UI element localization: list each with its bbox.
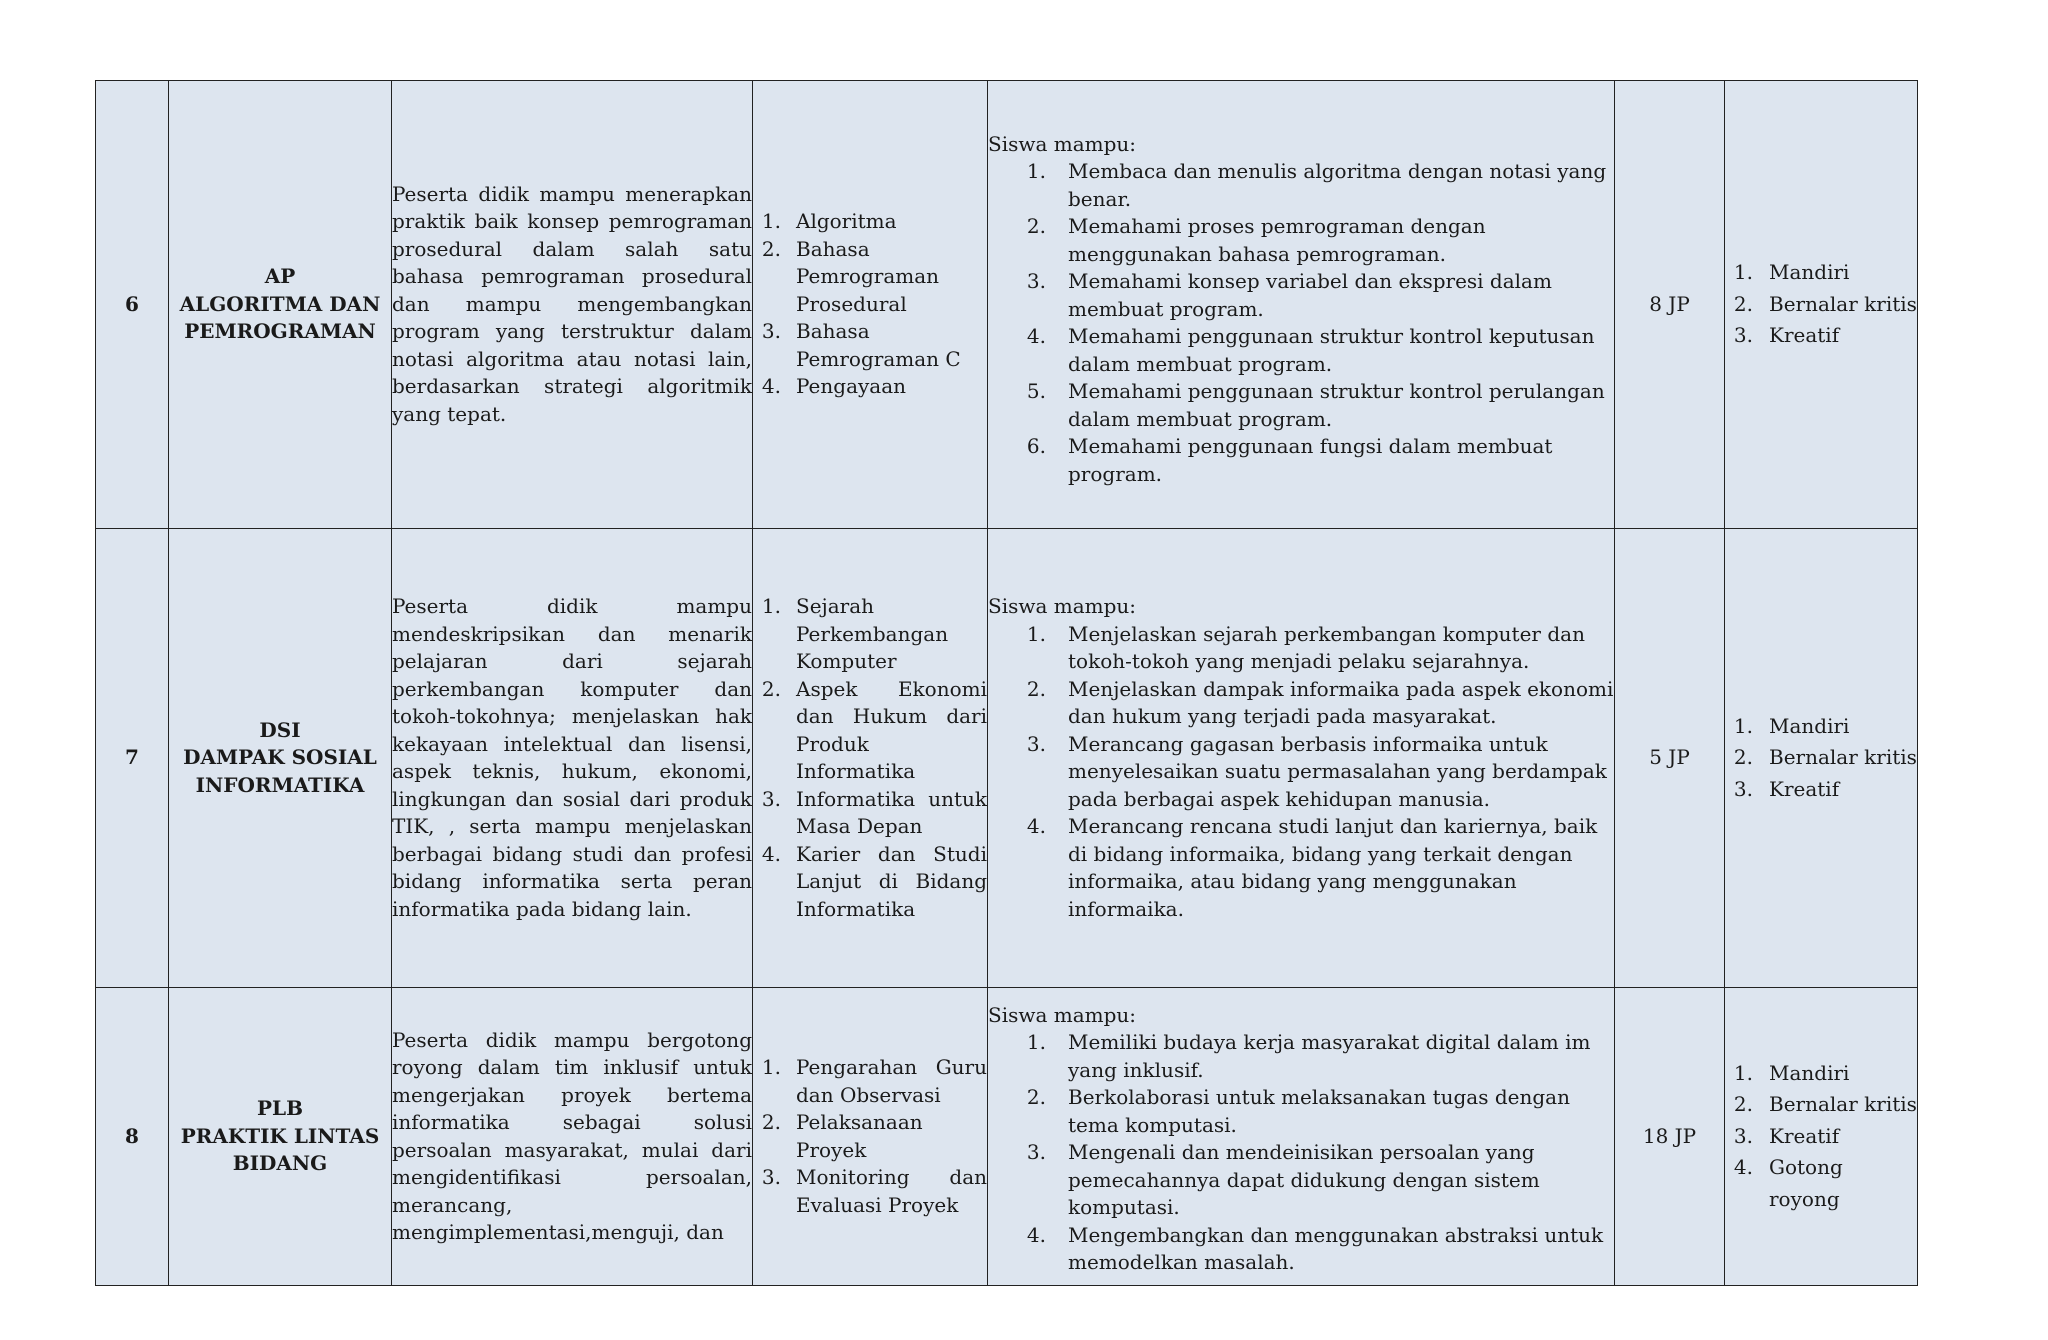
list-item: 3. Monitoring dan Evaluasi Proyek xyxy=(761,1165,987,1217)
goals-list xyxy=(988,1029,1614,1277)
learning-goals-cell xyxy=(988,81,1615,529)
profile-list xyxy=(1725,711,1917,806)
list-item: 1. Membaca dan menulis algoritma dengan notasi yang benar. xyxy=(1026,159,1607,211)
element-cell xyxy=(169,529,392,988)
list-item: 2. Bernalar kritis xyxy=(1733,745,1917,770)
element-name: PRAKTIK LINTAS BIDANG xyxy=(180,1123,380,1176)
list-item: 5. Memahami penggunaan struktur kontrol perulangan dalam membuat program. xyxy=(1026,379,1605,431)
list-item: 3. Mengenali dan mendeinisikan persoalan yang pemecahannya dapat didukung dengan sistem komputasi. xyxy=(1026,1140,1540,1219)
material-list xyxy=(753,1054,987,1219)
goals-intro: Siswa mampu: xyxy=(988,131,1137,156)
profile-cell xyxy=(1725,529,1918,988)
list-item: 3. Memahami konsep variabel dan ekspresi dalam membuat program. xyxy=(1026,269,1552,321)
list-item: 2. Menjelaskan dampak informaika pada aspek ekonomi dan hukum yang terjadi pada masyarakat. xyxy=(1026,676,1614,728)
row-number: 6 xyxy=(96,81,169,529)
element-name: DAMPAK SOSIAL INFORMATIKA xyxy=(183,745,377,797)
table-row xyxy=(96,529,1918,988)
list-item: 3. Bahasa Pemrograman C xyxy=(761,319,961,371)
material-cell xyxy=(753,81,988,529)
list-item: 3. Informatika untuk Masa Depan xyxy=(761,786,987,838)
curriculum-table xyxy=(95,80,1918,1286)
list-item: 2. Memahami proses pemrograman dengan menggunakan bahasa pemrograman. xyxy=(1026,214,1486,266)
list-item: 2. Bahasa Pemrograman Prosedural xyxy=(761,236,940,316)
learning-outcome: Peserta didik mampu mendeskripsikan dan menarik pelajaran dari sejarah perkembangan komputer dan tokoh-tokohnya; menjelaskan hak kekayaan intelektual dan lisensi, aspek teknis, hukum, ekonomi, lingkungan dan sosial dari produk TIK, , serta mampu menjelaskan berbagai bidang studi dan profesi bidang informatika serta peran informatika pada bidang lain. xyxy=(392,529,753,988)
list-item: 1. Algoritma xyxy=(761,209,897,234)
hours-cell: 5 JP xyxy=(1615,529,1725,988)
list-item: 2. Bernalar kritis xyxy=(1733,1092,1917,1117)
material-list xyxy=(753,208,987,401)
list-item: 4. Mengembangkan dan menggunakan abstraksi untuk memodelkan masalah. xyxy=(1026,1222,1604,1274)
list-item: 6. Memahami penggunaan fungsi dalam membuat program. xyxy=(1026,434,1553,486)
material-list xyxy=(753,593,987,923)
list-item: 1. Sejarah Perkembangan Komputer xyxy=(761,594,949,673)
list-item: 1. Mandiri xyxy=(1733,1060,1850,1085)
material-cell xyxy=(753,529,988,988)
profile-list xyxy=(1725,1058,1917,1216)
list-item: 2. Bernalar kritis xyxy=(1733,291,1917,316)
element-cell xyxy=(169,81,392,529)
element-code: DSI xyxy=(259,717,301,742)
element-code: AP xyxy=(264,264,296,289)
learning-goals-cell xyxy=(988,529,1615,988)
hours-cell: 18 JP xyxy=(1615,988,1725,1286)
element-code: PLB xyxy=(256,1096,303,1121)
list-item: 1. Pengarahan Guru dan Observasi xyxy=(761,1055,987,1107)
list-item: 4. Pengayaan xyxy=(761,374,907,399)
goals-list xyxy=(988,158,1614,488)
list-item: 1. Mandiri xyxy=(1733,260,1850,285)
profile-cell xyxy=(1725,988,1918,1286)
learning-goals-cell xyxy=(988,988,1615,1286)
list-item: 3. Kreatif xyxy=(1733,323,1840,348)
goals-intro: Siswa mampu: xyxy=(988,1002,1137,1027)
list-item: 2. Aspek Ekonomi dan Hukum dari Produk Informatika xyxy=(761,676,987,783)
learning-outcome: Peserta didik mampu bergotong royong dalam tim inklusif untuk mengerjakan proyek bertema informatika sebagai solusi persoalan masyarakat, mulai dari mengidentifikasi persoalan, merancang, mengimplementasi,menguji, dan xyxy=(392,988,753,1286)
profile-cell xyxy=(1725,81,1918,529)
learning-outcome: Peserta didik mampu menerapkan praktik baik konsep pemrograman prosedural dalam salah satu bahasa pemrograman prosedural dan mampu mengembangkan program yang terstruktur dalam notasi algoritma atau notasi lain, berdasarkan strategi algoritmik yang tepat. xyxy=(392,81,753,529)
list-item: 2. Berkolaborasi untuk melaksanakan tugas dengan tema komputasi. xyxy=(1026,1085,1570,1137)
list-item: 3. Merancang gagasan berbasis informaika untuk menyelesaikan suatu permasalahan yang berdampak pada berbagai aspek kehidupan manusia. xyxy=(1026,731,1607,811)
list-item: 2. Pelaksanaan Proyek xyxy=(761,1110,923,1162)
goals-list xyxy=(988,621,1614,924)
list-item: 4. Merancang rencana studi lanjut dan kariernya, baik di bidang informaika, bidang yang terkait dengan informaika, atau bidang yang menggunakan informaika. xyxy=(1026,814,1598,921)
row-number: 8 xyxy=(96,988,169,1286)
goals-intro: Siswa mampu: xyxy=(988,594,1137,618)
list-item: 4. Karier dan Studi Lanjut di Bidang Informatika xyxy=(761,841,987,921)
element-cell xyxy=(169,988,392,1286)
profile-list xyxy=(1725,257,1917,352)
list-item: 1. Mandiri xyxy=(1733,713,1850,738)
list-item: 3. Kreatif xyxy=(1733,776,1840,801)
material-cell xyxy=(753,988,988,1286)
list-item: 4. Gotong royong xyxy=(1733,1155,1843,1211)
curriculum-page xyxy=(95,80,1918,1286)
list-item: 1. Menjelaskan sejarah perkembangan komputer dan tokoh-tokoh yang menjadi pelaku sejarahnya. xyxy=(1026,621,1585,673)
list-item: 4. Memahami penggunaan struktur kontrol keputusan dalam membuat program. xyxy=(1026,324,1595,376)
table-row xyxy=(96,81,1918,529)
list-item: 1. Memiliki budaya kerja masyarakat digital dalam im yang inklusif. xyxy=(1026,1030,1591,1082)
table-row xyxy=(96,988,1918,1286)
hours-cell: 8 JP xyxy=(1615,81,1725,529)
row-number: 7 xyxy=(96,529,169,988)
element-name: ALGORITMA DAN PEMROGRAMAN xyxy=(179,291,381,344)
list-item: 3. Kreatif xyxy=(1733,1123,1840,1148)
